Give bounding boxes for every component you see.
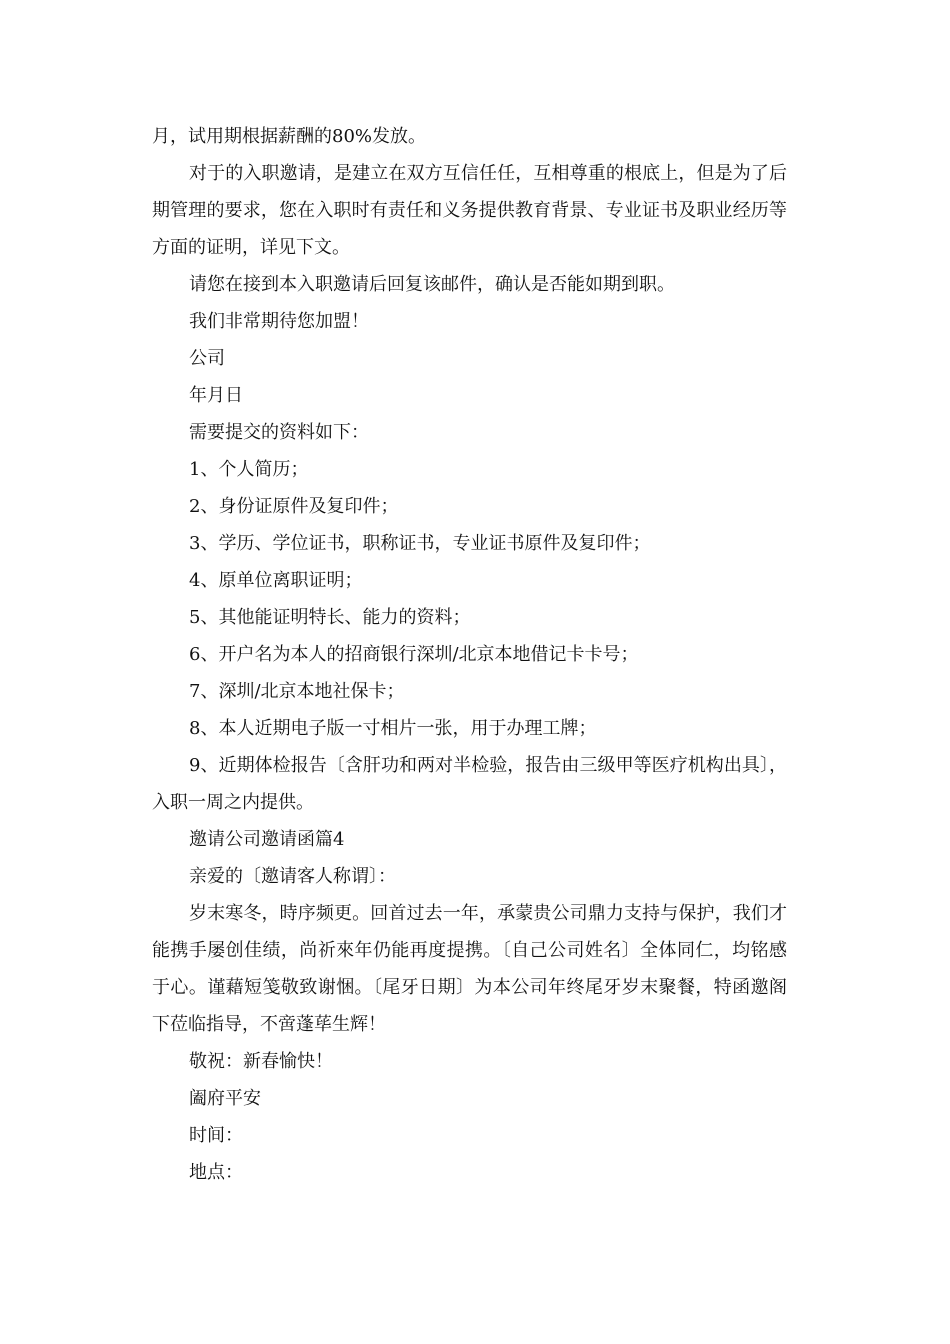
list-item: 8、本人近期电子版一寸相片一张，用于办理工牌； (189, 718, 597, 739)
list-item: 7、深圳/北京本地社保卡； (189, 681, 405, 702)
salutation: 亲爱的〔邀请客人称谓〕： (189, 866, 396, 887)
list-item: 9、近期体检报告〔含肝功和两对半检验，报告由三级甲等医疗机构出具〕，入职一周之内提供。 (152, 755, 787, 813)
closing-blessing: 阖府平安 (189, 1088, 261, 1109)
paragraph-reply-request: 请您在接到本入职邀请后回复该邮件，确认是否能如期到职。 (189, 274, 675, 295)
paragraph-welcome: 我们非常期待您加盟！ (189, 311, 369, 332)
section-title: 邀请公司邀请函篇4 (189, 829, 345, 850)
list-item: 3、学历、学位证书，职称证书，专业证书原件及复印件； (189, 533, 651, 554)
list-item: 5、其他能证明特长、能力的资料； (189, 607, 471, 628)
closing-wish: 敬祝：新春愉快！ (189, 1051, 333, 1072)
list-item: 2、身份证原件及复印件； (189, 496, 399, 517)
event-location-label: 地点： (189, 1162, 243, 1183)
paragraph-invitation-basis: 对于的入职邀请，是建立在双方互信任任，互相尊重的根底上，但是为了后期管理的要求，您在入职时有责任和义务提供教育背景、专业证书及职业经历等方面的证明，详见下文。 (152, 163, 787, 258)
list-item: 1、个人简历； (189, 459, 309, 480)
event-time-label: 时间： (189, 1125, 243, 1146)
paragraph-trial-salary: 月，试用期根据薪酬的80%发放。 (152, 126, 427, 147)
document-page (152, 118, 787, 1191)
signature-company: 公司 (189, 348, 225, 369)
list-item: 4、原单位离职证明； (189, 570, 363, 591)
list-item: 6、开户名为本人的招商银行深圳/北京本地借记卡卡号； (189, 644, 639, 665)
materials-heading: 需要提交的资料如下： (189, 422, 369, 443)
signature-date: 年月日 (189, 385, 243, 406)
paragraph-letter-body: 岁末寒冬，時序频更。回首过去一年，承蒙贵公司鼎力支持与保护，我们才能携手屡创佳绩，尚祈來年仍能再度提携。〔自己公司姓名〕全体同仁，均铭感于心。谨藉短笺敬致谢悃。〔尾牙日期〕为本公司年终尾牙岁末聚餐，特函邀阁下莅临指导，不啻蓬荜生辉！ (152, 903, 787, 1035)
